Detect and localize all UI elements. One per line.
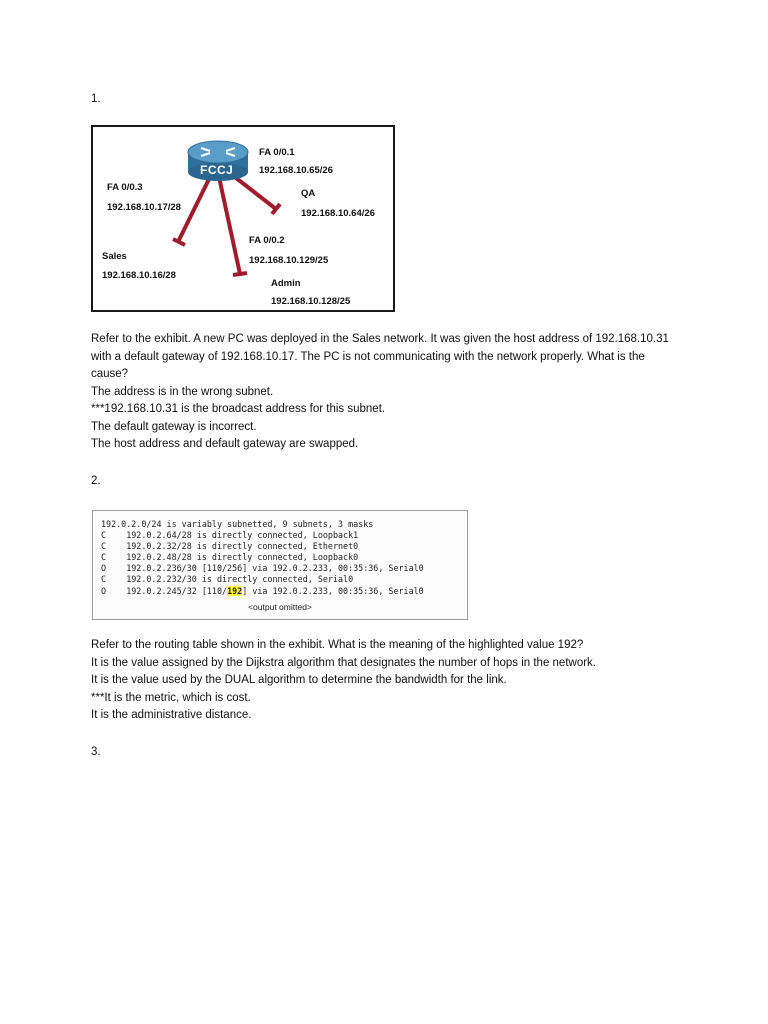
route-text: 192.0.2.232/30 is directly connected, Serial0 (126, 574, 354, 584)
routing-table-row (101, 574, 353, 585)
question-1-text-line: cause? (91, 368, 129, 380)
question-1-answer: ***192.168.10.31 is the broadcast address for this subnet. (91, 403, 386, 415)
route-code: C (101, 530, 107, 540)
route-code: O (101, 586, 107, 596)
route-code: C (101, 552, 107, 562)
link-admin-end (233, 273, 247, 275)
routing-table-row (101, 541, 358, 552)
route-text: 192.0.2.64/28 is directly connected, Loopback1 (126, 530, 359, 540)
question-1 (91, 331, 691, 454)
routing-table-header: 192.0.2.0/24 is variably subnetted, 9 subnets, 3 masks (101, 519, 374, 529)
router-label: FCCJ (200, 163, 234, 177)
fa003-label: FA 0/0.3 (107, 182, 143, 193)
route-code: C (101, 541, 107, 551)
question-1-number: 1. (91, 93, 101, 105)
qa-label: QA (301, 188, 316, 199)
link-sales-end (173, 239, 185, 245)
sales-label: Sales (102, 251, 127, 262)
routing-table-exhibit (92, 510, 468, 620)
question-3-number: 3. (91, 746, 101, 758)
question-1-text-line: with a default gateway of 192.168.10.17. The PC is not communicating with the network properly. What is the (91, 350, 645, 363)
question-2-answer: It is the value assigned by the Dijkstra algorithm that designates the number of hops in the network. (91, 656, 597, 669)
route-text: 192.0.2.48/28 is directly connected, Loopback0 (126, 552, 359, 562)
routing-table-row (101, 563, 424, 574)
question-2 (91, 637, 691, 725)
question-2-answer: It is the value used by the DUAL algorithm to determine the bandwidth for the link. (91, 674, 507, 686)
fa001-ip: 192.168.10.65/26 (259, 165, 333, 176)
question-2-text-line: Refer to the routing table shown in the exhibit. What is the meaning of the highlighted value 192? (91, 639, 584, 651)
route-text: 192.0.2.236/30 [110/256] via 192.0.2.233, 00:35:36, Serial0 (126, 563, 424, 573)
highlighted-value: 192 (227, 586, 243, 596)
routing-table-row-highlighted (101, 586, 424, 597)
fa002-ip: 192.168.10.129/25 (249, 255, 329, 266)
link-admin (219, 177, 240, 274)
route-code: C (101, 574, 107, 584)
admin-ip: 192.168.10.128/25 (271, 296, 351, 307)
route-text: 192.0.2.32/28 is directly connected, Ethernet0 (126, 541, 359, 551)
network-exhibit (91, 125, 395, 312)
sales-ip: 192.168.10.16/28 (102, 270, 176, 281)
question-1-answer: The default gateway is incorrect. (91, 420, 257, 433)
question-2-number: 2. (91, 475, 101, 487)
qa-ip: 192.168.10.64/26 (301, 208, 375, 219)
admin-label: Admin (271, 278, 301, 289)
routing-table-row (101, 530, 358, 541)
question-1-text-line: Refer to the exhibit. A new PC was deployed in the Sales network. It was given the host address of 192.168.10.31 (91, 333, 669, 345)
output-omitted-label: <output omitted> (248, 602, 312, 612)
route-code: O (101, 563, 107, 573)
route-text-before: 192.0.2.245/32 [110/ (126, 586, 228, 596)
fa003-ip: 192.168.10.17/28 (107, 202, 181, 213)
question-2-answer: ***It is the metric, which is cost. (91, 691, 251, 704)
fa001-label: FA 0/0.1 (259, 147, 295, 158)
question-1-answer: The address is in the wrong subnet. (91, 385, 274, 398)
fa002-label: FA 0/0.2 (249, 235, 285, 246)
question-1-answer: The host address and default gateway are swapped. (91, 438, 359, 450)
question-2-answer: It is the administrative distance. (91, 709, 252, 721)
routing-table-row (101, 552, 358, 563)
route-text-after: ] via 192.0.2.233, 00:35:36, Serial0 (242, 586, 424, 596)
link-sales (178, 175, 211, 242)
